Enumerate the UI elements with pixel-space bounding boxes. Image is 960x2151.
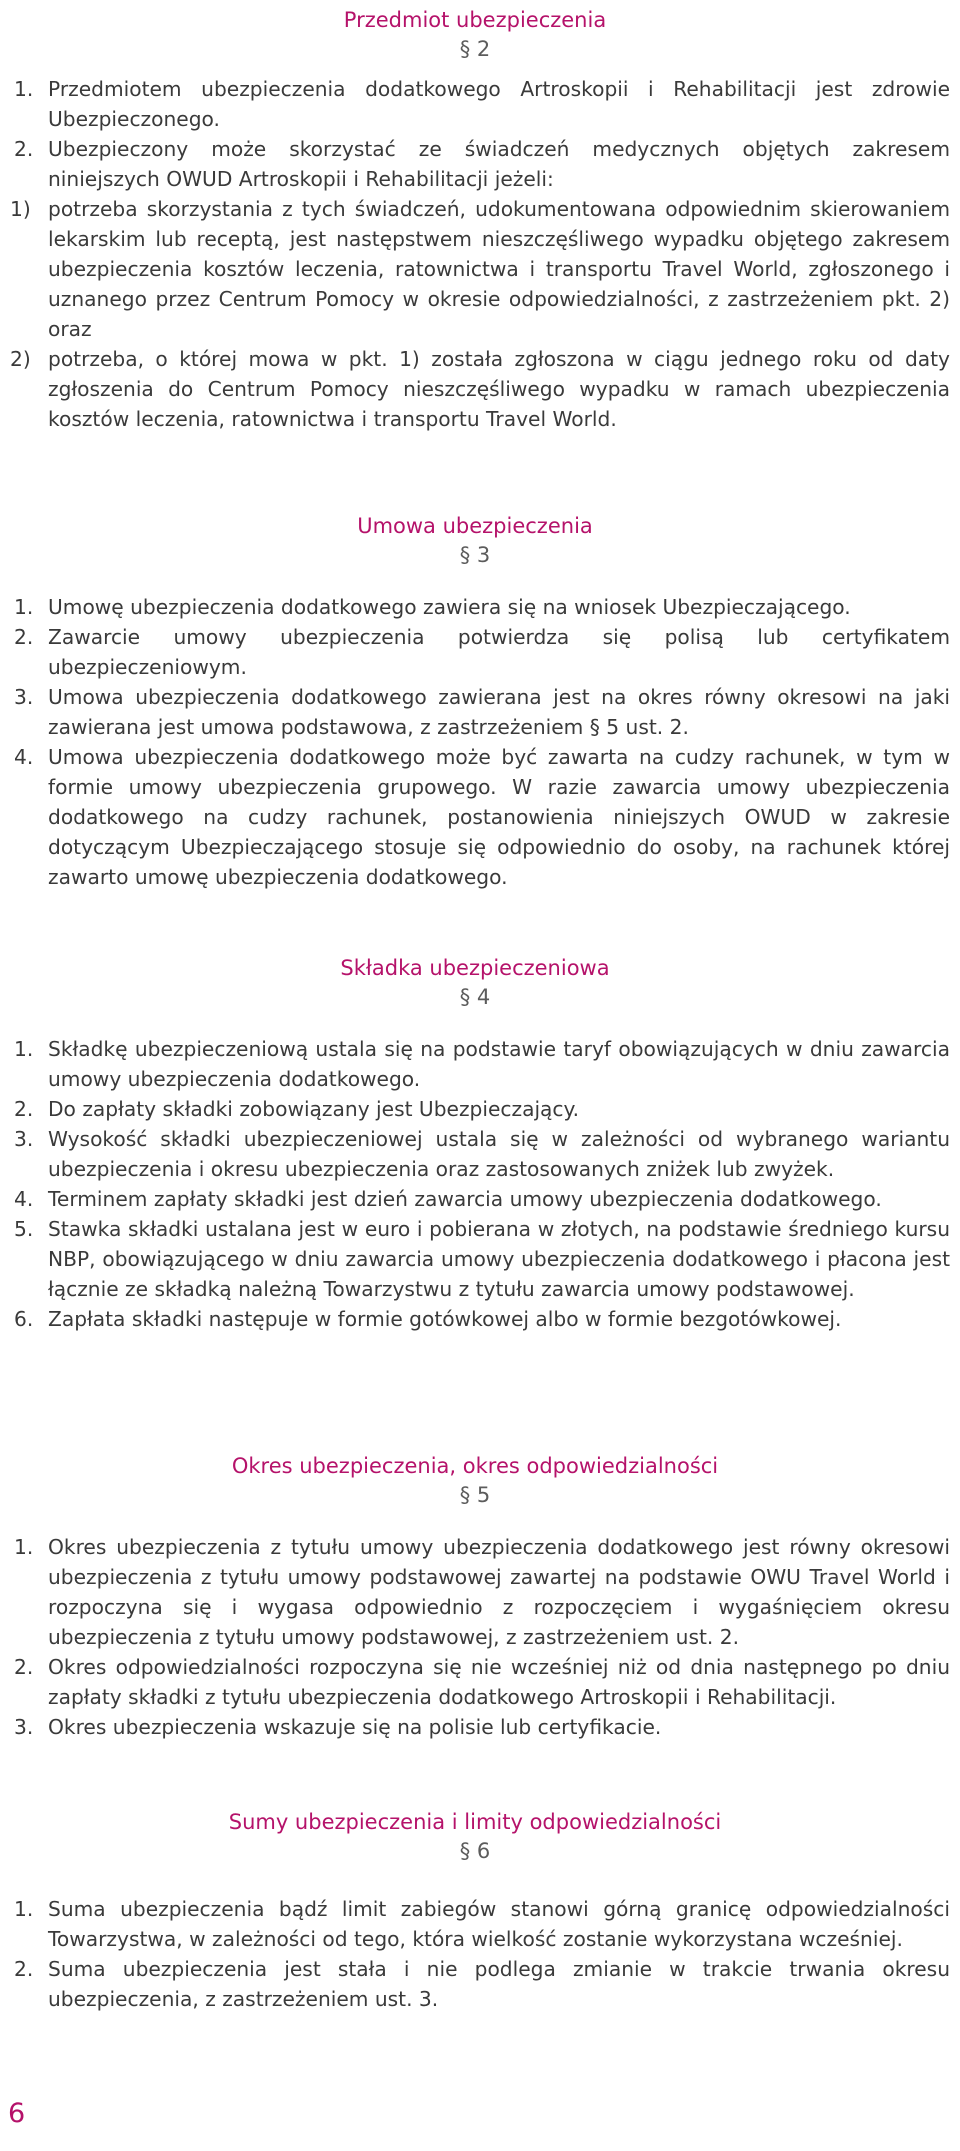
list-item: 3. Umowa ubezpieczenia dodatkowego zawierana jest na okres równy okresowi na jaki zawierana jest umowa podstawowa, z zastrzeżeniem § 5 ust. 2. — [14, 685, 950, 739]
paragraph-number: § 2 — [459, 37, 491, 61]
section-title: Sumy ubezpieczenia i limity odpowiedzialności — [228, 1810, 722, 1834]
list-item: 1. Suma ubezpieczenia bądź limit zabiegów stanowi górną granicę odpowiedzialności Towarzystwa, w zależności od tego, która wielkość zostanie wykorzystana wcześniej. — [14, 1897, 950, 1951]
sub-list-item: 2) potrzeba, o której mowa w pkt. 1) została zgłoszona w ciągu jednego roku od daty zgłoszenia do Centrum Pomocy nieszczęśliwego wypadku w ramach ubezpieczenia kosztów leczenia, ratownictwa i transportu Travel World. — [10, 347, 950, 431]
section-heading — [0, 6, 950, 64]
list-item: 1. Przedmiotem ubezpieczenia dodatkowego Artroskopii i Rehabilitacji jest zdrowie Ubezpieczonego. — [14, 77, 950, 131]
list-item: 2. Okres odpowiedzialności rozpoczyna się nie wcześniej niż od dnia następnego po dniu zapłaty składki z tytułu ubezpieczenia dodatkowego Artroskopii i Rehabilitacji. — [14, 1655, 950, 1709]
list-item: 1. Umowę ubezpieczenia dodatkowego zawiera się na wniosek Ubezpieczającego. — [14, 595, 851, 619]
sub-list-item: 1) potrzeba skorzystania z tych świadczeń, udokumentowana odpowiednim skierowaniem lekarskim lub receptą, jest następstwem nieszczęśliwego wypadku objętego zakresem ubezpieczenia kosztów leczenia, ratownictwa i transportu Travel World, zgłoszonego i uznanego przez Centrum Pomocy w okresie odpowiedzialności, z zastrzeżeniem pkt. 2) oraz — [10, 197, 950, 341]
list-item: 4. Terminem zapłaty składki jest dzień zawarcia umowy ubezpieczenia dodatkowego. — [14, 1187, 882, 1211]
list-item: 2. Zawarcie umowy ubezpieczenia potwierdza się polisą lub certyfikatem ubezpieczeniowym. — [14, 625, 950, 679]
paragraph-number: § 4 — [459, 985, 491, 1009]
paragraph-number: § 6 — [459, 1839, 491, 1863]
section-heading — [0, 954, 950, 1012]
list-item: 2. Suma ubezpieczenia jest stała i nie podlega zmianie w trakcie trwania okresu ubezpieczenia, z zastrzeżeniem ust. 3. — [14, 1957, 950, 2011]
section-heading — [0, 512, 950, 570]
list-item: 2. Ubezpieczony może skorzystać ze świadczeń medycznych objętych zakresem niniejszych OWUD Artroskopii i Rehabilitacji jeżeli: — [14, 137, 950, 191]
list-item: 3. Wysokość składki ubezpieczeniowej ustala się w zależności od wybranego wariantu ubezpieczenia i okresu ubezpieczenia oraz zastosowanych zniżek lub zwyżek. — [14, 1127, 950, 1181]
list-item: 4. Umowa ubezpieczenia dodatkowego może być zawarta na cudzy rachunek, w tym w formie umowy ubezpieczenia grupowego. W razie zawarcia umowy ubezpieczenia dodatkowego na cudzy rachunek, postanowienia niniejszych OWUD w zakresie dotyczącym Ubezpieczającego stosuje się odpowiednio do osoby, na rachunek której zawarto umowę ubezpieczenia dodatkowego. — [14, 745, 950, 889]
section-heading — [0, 1808, 950, 1866]
section-sumy — [0, 1808, 950, 2014]
paragraph-number: § 5 — [459, 1483, 491, 1507]
section-title: Umowa ubezpieczenia — [357, 514, 593, 538]
list-item: 2. Do zapłaty składki zobowiązany jest Ubezpieczający. — [14, 1097, 580, 1121]
list-item: 5. Stawka składki ustalana jest w euro i pobierana w złotych, na podstawie średniego kursu NBP, obowiązującego w dniu zawarcia umowy ubezpieczenia dodatkowego i płacona jest łącznie ze składką należną Towarzystwu z tytułu zawarcia umowy podstawowej. — [14, 1217, 950, 1301]
section-okres — [0, 1452, 950, 1742]
section-heading — [0, 1452, 950, 1510]
section-skladka — [0, 954, 950, 1334]
list-item: 6. Zapłata składki następuje w formie gotówkowej albo w formie bezgotówkowej. — [14, 1307, 842, 1331]
section-title: Składka ubezpieczeniowa — [340, 956, 610, 980]
section-title: Okres ubezpieczenia, okres odpowiedzialności — [231, 1454, 719, 1478]
list-item: 3. Okres ubezpieczenia wskazuje się na polisie lub certyfikacie. — [14, 1715, 662, 1739]
page-number: 6 — [8, 2098, 26, 2129]
section-title: Przedmiot ubezpieczenia — [343, 8, 607, 32]
list-item: 1. Składkę ubezpieczeniową ustala się na podstawie taryf obowiązujących w dniu zawarcia umowy ubezpieczenia dodatkowego. — [14, 1037, 950, 1091]
section-umowa — [0, 512, 950, 892]
paragraph-number: § 3 — [459, 543, 491, 567]
section-przedmiot — [0, 6, 950, 434]
list-item: 1. Okres ubezpieczenia z tytułu umowy ubezpieczenia dodatkowego jest równy okresowi ubezpieczenia z tytułu umowy podstawowej zawartej na podstawie OWU Travel World i rozpoczyna się i wygasa odpowiednio z rozpoczęciem i wygaśnięciem okresu ubezpieczenia z tytułu umowy podstawowej, z zastrzeżeniem ust. 2. — [14, 1535, 950, 1649]
